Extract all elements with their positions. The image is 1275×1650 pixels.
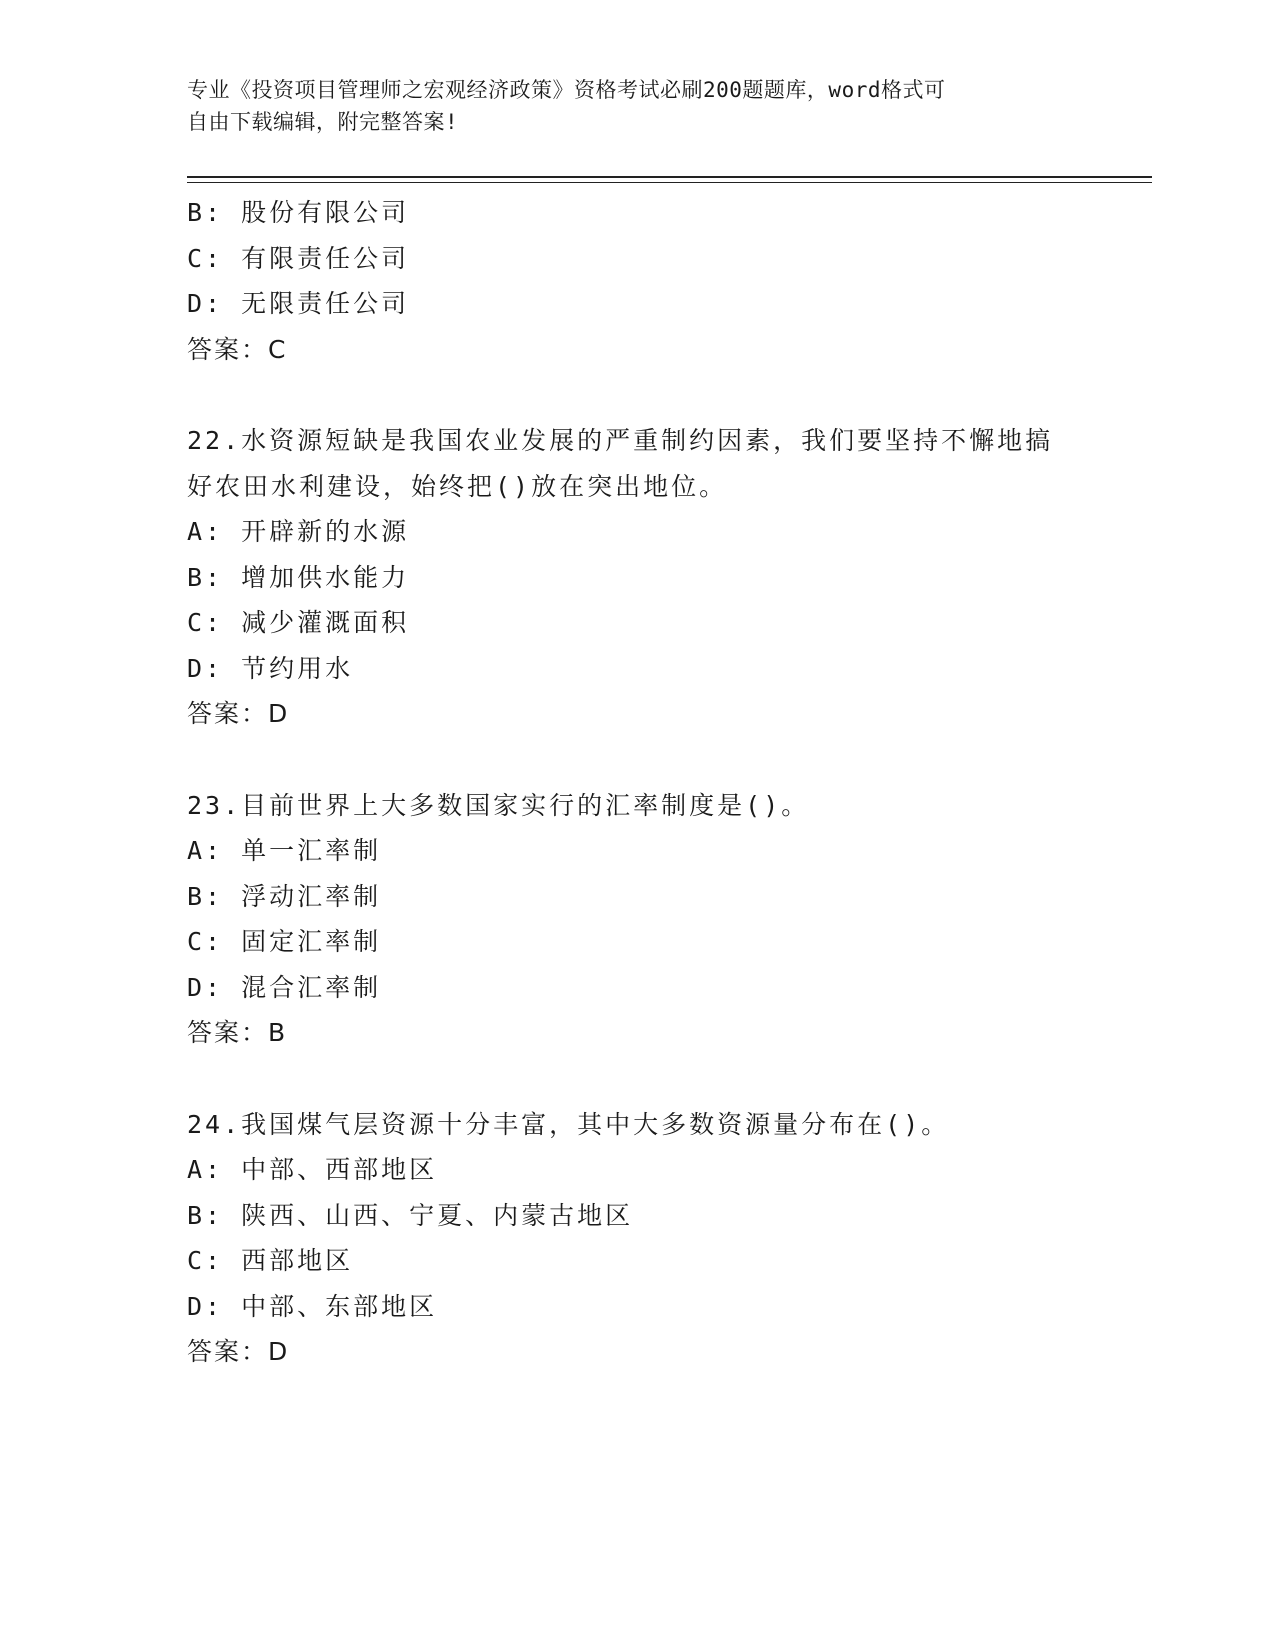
option-a: A: 单一汇率制 [187, 836, 382, 865]
answer-line: 答案：B [187, 1018, 288, 1047]
question-21-continuation [187, 190, 1087, 372]
answer-line: 答案：D [187, 1337, 290, 1366]
option-d: D: 无限责任公司 [187, 289, 410, 318]
option-d: D: 节约用水 [187, 653, 354, 683]
option-b: B: 浮动汇率制 [187, 881, 382, 911]
answer-line: 答案：D [187, 699, 290, 728]
option-c: C: 西部地区 [187, 1246, 354, 1275]
option-d: D: 中部、东部地区 [187, 1291, 438, 1321]
option-a: A: 开辟新的水源 [187, 517, 410, 546]
option-b: B: 增加供水能力 [187, 562, 410, 592]
header-divider-thick [187, 176, 1152, 178]
option-c: C: 有限责任公司 [187, 243, 410, 273]
document-header [187, 74, 1067, 138]
option-c: C: 减少灌溉面积 [187, 608, 410, 637]
header-divider-thin [187, 182, 1152, 183]
option-d: D: 混合汇率制 [187, 972, 382, 1002]
option-a: A: 中部、西部地区 [187, 1155, 438, 1184]
question-23 [187, 783, 1087, 1056]
question-list [187, 190, 1087, 1375]
header-line-1: 专业《投资项目管理师之宏观经济政策》资格考试必刷200题题库，word格式可 [187, 78, 946, 102]
option-b: B: 股份有限公司 [187, 198, 410, 227]
answer-line: 答案：C [187, 334, 288, 364]
question-22 [187, 418, 1087, 737]
option-c: C: 固定汇率制 [187, 927, 382, 956]
header-line-2: 自由下载编辑，附完整答案! [187, 110, 459, 134]
question-stem: 24.我国煤气层资源十分丰富，其中大多数资源量分布在()。 [187, 1109, 950, 1139]
question-stem: 好农田水利建设，始终把()放在突出地位。 [187, 471, 728, 501]
question-stem: 23.目前世界上大多数国家实行的汇率制度是()。 [187, 790, 810, 820]
option-b: B: 陕西、山西、宁夏、内蒙古地区 [187, 1200, 634, 1230]
question-24 [187, 1102, 1087, 1375]
question-stem: 22.水资源短缺是我国农业发展的严重制约因素，我们要坚持不懈地搞 [187, 426, 1054, 455]
